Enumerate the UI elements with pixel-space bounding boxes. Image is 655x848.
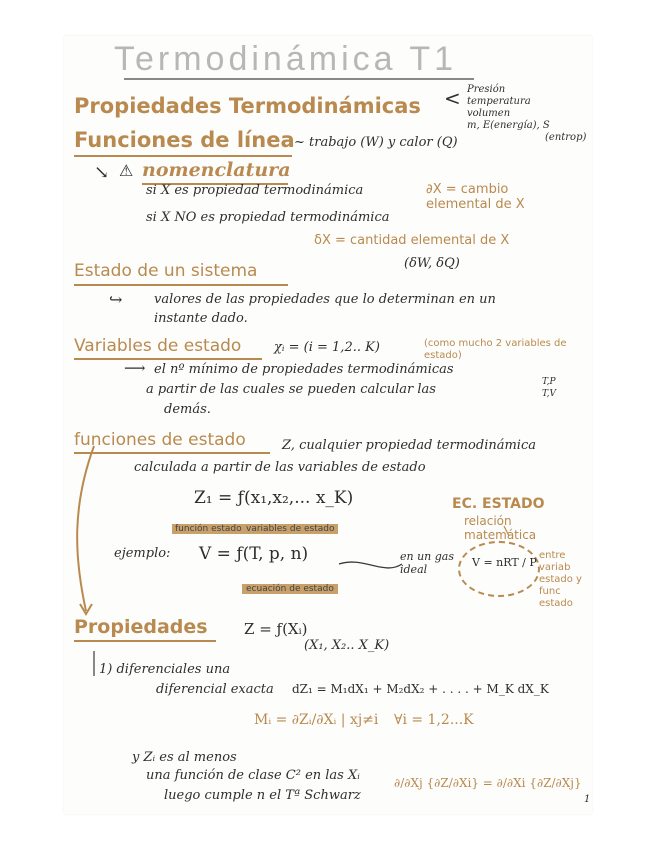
heading-propiedades: Propiedades (74, 616, 208, 638)
label-variables-estado: variables de estado (242, 524, 338, 534)
variables-note: (como mucho 2 variables de estado) (424, 338, 567, 361)
prop-item: volumen (467, 108, 511, 119)
funciones-linea-text: ~ trabajo (W) y calor (Q) (294, 135, 458, 150)
heading-estado-sistema: Estado de un sistema (74, 261, 258, 281)
heading-propiedades-termodinamicas: Propiedades Termodinámicas (74, 94, 421, 118)
variables-text-1: el nº mínimo de propiedades termodinámicas (154, 362, 454, 377)
heading-variables-de-estado: Variables de estado (74, 336, 242, 356)
prop-item: m, E(energía), S (467, 120, 550, 131)
pair-item: T,V (542, 389, 557, 399)
notebook-page (64, 36, 592, 814)
decorative-arrows (64, 36, 592, 814)
forall-formula: ∀i = 1,2...K (394, 712, 474, 728)
page-number: 1 (584, 794, 591, 805)
diferencial-text-2: diferencial exacta (156, 682, 274, 697)
variables-formula: χᵢ = (i = 1,2.. K) (274, 340, 380, 355)
diferencial-formula: dZ₁ = M₁dX₁ + M₂dX₂ + . . . . + M_K dX_K (292, 682, 549, 696)
estado-text-1: valores de las propiedades que lo determinan en un (154, 292, 496, 307)
schwarz-formula: ∂/∂Xj {∂Z/∂Xi} = ∂/∂Xi {∂Z/∂Xj} (394, 776, 582, 790)
ejemplo-label: ejemplo: (114, 546, 171, 561)
entre-label: entre variab estado y func estado (539, 550, 582, 609)
gas-ideal-label: en un gas ideal (400, 550, 455, 576)
nomenclature-line-2: si X NO es propiedad termodinámica (146, 210, 390, 225)
prop-item: Presión (467, 84, 506, 95)
nomenclature-line-1: si X es propiedad termodinámica (146, 183, 364, 198)
schwarz-text-1: y Zᵢ es al menos (132, 750, 237, 765)
funciones-estado-text-2: calculada a partir de las variables de estado (134, 460, 426, 475)
pair-item: T,P (542, 377, 556, 387)
label-funcion-estado: función estado (172, 524, 245, 534)
diferencial-text-1: 1) diferenciales una (99, 662, 231, 677)
formula-v: V = ƒ(T, p, n) (199, 544, 309, 564)
prop-formula: Z = ƒ(Xᵢ) (244, 620, 308, 638)
nomenclature-symbol-2: δX = cantidad elemental de X (314, 233, 510, 248)
prop-item: (entrop) (545, 132, 587, 143)
prop-item: temperatura (467, 96, 531, 107)
wave-arrow (339, 562, 402, 568)
variables-text-2: a partir de las cuales se pueden calcular las (146, 382, 436, 397)
warning-icon: ⚠ (119, 161, 134, 180)
arrow-icon: ↪ (109, 290, 123, 309)
long-arrow (77, 446, 94, 611)
heading-funciones-de-estado: funciones de estado (74, 430, 246, 450)
v-nrt-formula: V = nRT / P (472, 556, 537, 569)
page-title: Termodinámica T1 (114, 40, 458, 78)
formula-z1: Z₁ = ƒ(x₁,x₂,... x_K) (194, 488, 354, 508)
arrow-icon: ⟶ (124, 359, 146, 377)
heading-funciones-de-linea: Funciones de línea (74, 128, 295, 152)
estado-text-2: instante dado. (154, 311, 248, 326)
tick-line (504, 526, 509, 536)
nomenclature-symbol-1: ∂X = cambio elemental de X (426, 182, 525, 212)
schwarz-text-3: luego cumple n el Tª Schwarz (164, 788, 361, 803)
heading-nomenclatura: nomenclatura (142, 159, 291, 181)
prop-vars: (X₁, X₂.. X_K) (304, 638, 390, 653)
bracket-symbol: < (444, 86, 461, 110)
label-ecuacion-estado: ecuación de estado (242, 584, 338, 594)
mi-formula: Mᵢ = ∂Zᵢ/∂Xᵢ | xj≠i (254, 712, 379, 728)
nomenclature-example: (δW, δQ) (404, 256, 460, 271)
relacion-label: relación matemática (464, 514, 537, 542)
funciones-estado-text-1: Z, cualquier propiedad termodinámica (282, 438, 536, 453)
arrow-icon: ↘ (94, 162, 110, 183)
ec-estado-label: EC. ESTADO (452, 496, 545, 512)
variables-text-3: demás. (164, 402, 211, 417)
schwarz-text-2: una función de clase C² en las Xᵢ (146, 768, 360, 783)
